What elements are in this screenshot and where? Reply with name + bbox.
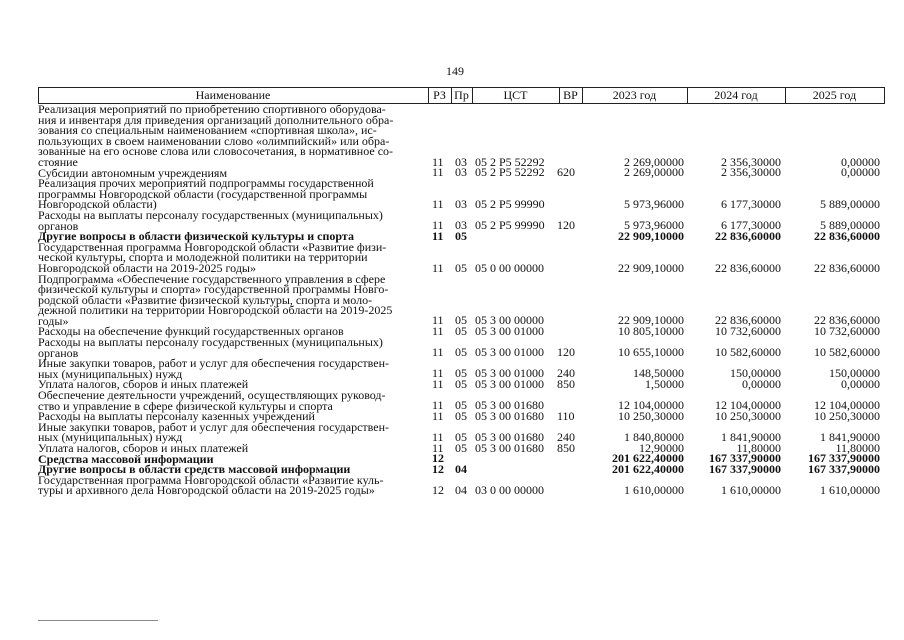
row-name: Иные закупки товаров, работ и услуг для обеспечения государствен- ных (муниципальных) нужд [38, 356, 389, 381]
cell-y2023: 1 840,80000 [624, 430, 684, 444]
cell-rz: 11 [432, 398, 444, 413]
cell-pr: 03 [455, 196, 467, 211]
cell-vr: 240 [557, 366, 575, 381]
cell-cst: 05 3 00 00000 [475, 313, 544, 328]
cell-y2023: 201 622,40000 [612, 461, 684, 476]
cell-y2025: 11,80000 [835, 440, 880, 455]
cell-y2025: 1 841,90000 [820, 430, 880, 444]
cell-y2025: 5 889,00000 [820, 196, 880, 211]
cell-rz: 11 [432, 440, 444, 455]
cell-y2024: 150,00000 [730, 366, 781, 381]
cell-y2025: 10 732,60000 [814, 324, 880, 339]
cell-cst: 05 2 Р5 99990 [475, 218, 545, 233]
cell-y2024: 1 841,90000 [721, 430, 781, 444]
cell-pr: 05 [455, 408, 467, 423]
cell-y2024: 167 337,90000 [709, 461, 781, 476]
table-row [38, 178, 884, 210]
cell-pr: 03 [455, 165, 467, 180]
cell-pr: 05 [455, 377, 467, 392]
cell-y2024: 22 836,60000 [715, 313, 781, 328]
header-divider [884, 87, 885, 104]
row-name: Уплата налогов, сборов и иных платежей [38, 377, 249, 392]
cell-y2024: 10 732,60000 [715, 324, 781, 339]
cell-y2023: 22 909,10000 [618, 313, 684, 328]
row-name: Средства массовой информации [38, 451, 214, 466]
header-2024: 2024 год [714, 88, 758, 102]
row-name: Иные закупки товаров, работ и услуг для обеспечения государствен- ных (муниципальных) нужд [38, 419, 389, 445]
cell-y2023: 2 269,00000 [624, 165, 684, 180]
row-name: Расходы на выплаты персоналу казенных учреждений [38, 409, 315, 424]
table-row [38, 419, 884, 445]
cell-cst: 03 0 00 00000 [475, 482, 544, 497]
cell-y2024: 12 104,00000 [715, 398, 781, 413]
cell-cst: 05 2 Р5 99990 [475, 196, 545, 211]
header-cst: ЦСТ [503, 88, 528, 102]
cell-y2024: 2 356,30000 [721, 165, 781, 180]
cell-rz: 11 [432, 228, 444, 243]
cell-y2025: 1 610,00000 [820, 482, 880, 497]
cell-rz: 11 [432, 218, 444, 233]
row-name: Субсидии автономным учреждениям [38, 165, 228, 180]
cell-y2024: 167 337,90000 [709, 451, 781, 466]
cell-vr: 850 [557, 377, 575, 392]
cell-rz: 11 [432, 377, 444, 392]
row-name: Уплата налогов, сборов и иных платежей [38, 441, 249, 455]
cell-y2025: 150,00000 [829, 366, 880, 381]
footer-rule [38, 620, 158, 621]
cell-y2023: 5 973,96000 [624, 218, 684, 233]
cell-cst: 05 3 00 01000 [475, 345, 544, 360]
header-2023: 2023 год [612, 88, 657, 102]
cell-y2025: 10 582,60000 [814, 345, 880, 360]
cell-cst: 05 2 Р5 52292 [475, 154, 545, 169]
cell-y2023: 2 269,00000 [624, 154, 684, 169]
cell-pr: 05 [455, 366, 467, 381]
cell-rz: 12 [432, 461, 444, 476]
cell-y2023: 148,50000 [633, 366, 684, 381]
cell-y2023: 10 655,10000 [618, 345, 684, 360]
cell-rz: 11 [432, 260, 444, 275]
cell-y2024: 6 177,30000 [721, 196, 781, 211]
cell-y2024: 11,80000 [736, 440, 781, 455]
cell-cst: 05 3 00 01000 [475, 366, 544, 381]
table-row [38, 472, 884, 498]
cell-cst: 05 3 00 01680 [475, 398, 544, 413]
row-name: Подпрограмма «Обеспечение государственного управления в сфере физической культуры и спорта» государственной программы Новго- родской области «Развитие физической культуры, спорта и моло- дежной политики на территории Новгородской области на 2019-2025 годы» [38, 271, 393, 328]
cell-vr: 120 [557, 218, 575, 233]
cell-y2023: 22 909,10000 [618, 260, 684, 275]
cell-pr: 04 [455, 461, 467, 476]
cell-pr: 05 [455, 324, 467, 339]
cell-y2023: 1,50000 [645, 377, 684, 392]
cell-y2025: 0,00000 [841, 165, 880, 180]
cell-pr: 05 [455, 313, 467, 328]
cell-cst: 05 3 00 01680 [475, 430, 544, 444]
cell-y2023: 201 622,40000 [612, 451, 684, 466]
cell-rz: 11 [432, 345, 444, 360]
row-name: Государственная программа Новгородской области «Развитие куль- туры и архивного дела Новгородской области на 2019-2025 годы» [38, 472, 384, 498]
cell-y2025: 0,00000 [841, 377, 880, 392]
cell-pr: 05 [455, 345, 467, 360]
cell-rz: 11 [432, 165, 444, 180]
cell-y2025: 0,00000 [841, 154, 880, 169]
cell-y2025: 22 836,60000 [814, 313, 880, 328]
cell-y2023: 5 973,96000 [624, 196, 684, 211]
cell-y2025: 10 250,30000 [814, 408, 880, 423]
cell-cst: 05 2 Р5 52292 [475, 165, 545, 180]
row-name: Реализация прочих мероприятий подпрограммы государственной программы Новгородской области (государственной программы Новгородской области) [38, 176, 374, 212]
cell-rz: 11 [432, 366, 444, 381]
cell-cst: 05 3 00 01000 [475, 324, 544, 339]
cell-rz: 11 [432, 408, 444, 423]
cell-pr: 03 [455, 218, 467, 233]
table-row [38, 271, 884, 328]
cell-y2023: 12 104,00000 [618, 398, 684, 413]
cell-cst: 05 3 00 01680 [475, 440, 544, 455]
cell-y2024: 6 177,30000 [721, 218, 781, 233]
header-rz: РЗ [433, 88, 446, 102]
cell-y2025: 167 337,90000 [808, 451, 880, 466]
cell-rz: 11 [432, 196, 444, 211]
header-name: Наименование [195, 88, 271, 102]
cell-vr: 120 [557, 345, 575, 360]
cell-y2024: 10 250,30000 [715, 408, 781, 423]
cell-y2023: 1 610,00000 [624, 482, 684, 497]
row-name: Расходы на выплаты персоналу государственных (муниципальных) органов [38, 335, 383, 360]
cell-y2025: 22 836,60000 [814, 228, 880, 243]
row-name: Расходы на обеспечение функций государственных органов [38, 324, 344, 339]
table-row [38, 104, 884, 168]
cell-pr: 04 [455, 482, 467, 497]
row-name: Другие вопросы в области физической культуры и спорта [38, 229, 354, 244]
cell-rz: 11 [432, 154, 444, 169]
page-number: 149 [446, 64, 464, 78]
cell-vr: 850 [557, 440, 575, 455]
budget-table-body [38, 104, 884, 496]
row-name: Расходы на выплаты персоналу государственных (муниципальных) органов [38, 207, 383, 233]
cell-y2024: 1 610,00000 [721, 482, 781, 497]
row-name: Другие вопросы в области средств массовой информации [38, 462, 351, 477]
cell-y2025: 167 337,90000 [808, 461, 880, 476]
cell-y2024: 22 836,60000 [715, 228, 781, 243]
table-row [38, 207, 884, 233]
cell-pr: 05 [455, 398, 467, 413]
cell-y2025: 12 104,00000 [814, 398, 880, 413]
cell-y2023: 22 909,10000 [618, 228, 684, 243]
row-name: Государственная программа Новгородской области «Развитие физи- ческой культуры, спорта и молодежной политики на территории Новгородской области на 2019-2025 годы» [38, 239, 387, 275]
cell-y2024: 2 356,30000 [721, 154, 781, 169]
cell-y2023: 10 250,30000 [618, 408, 684, 423]
cell-cst: 05 3 00 01680 [475, 408, 544, 423]
cell-vr: 110 [557, 408, 575, 423]
cell-pr: 03 [455, 154, 467, 169]
cell-cst: 05 3 00 01000 [475, 377, 544, 392]
row-name: Обеспечение деятельности учреждений, осуществляющих руковод- ство и управление в сфере физической культуры и спорта [38, 388, 386, 413]
cell-y2023: 10 805,10000 [618, 324, 684, 339]
cell-y2024: 22 836,60000 [715, 260, 781, 275]
cell-rz: 12 [432, 482, 444, 497]
header-pr: Пр [454, 88, 469, 102]
cell-rz: 11 [432, 324, 444, 339]
cell-y2025: 22 836,60000 [814, 260, 880, 275]
cell-vr: 620 [557, 165, 575, 180]
cell-y2023: 12,90000 [639, 440, 684, 455]
cell-rz: 11 [432, 430, 444, 444]
cell-y2025: 5 889,00000 [820, 218, 880, 233]
cell-pr: 05 [455, 440, 467, 455]
table-row [38, 239, 884, 275]
header-2025: 2025 год [812, 88, 857, 102]
cell-rz: 11 [432, 313, 444, 328]
cell-pr: 05 [455, 430, 467, 444]
header-vr: ВР [563, 88, 578, 102]
cell-y2024: 10 582,60000 [715, 345, 781, 360]
table-row [38, 337, 884, 358]
cell-rz: 12 [432, 451, 444, 466]
cell-y2024: 0,00000 [742, 377, 781, 392]
cell-pr: 05 [455, 228, 467, 243]
cell-pr: 05 [455, 260, 467, 275]
row-name: Реализация мероприятий по приобретению спортивного оборудова- ния и инвентаря для приведения организаций дополнительного обра- зования со специальным наименованием «спортивная школа», ис- пользующих в своем наименовании слово «олимпийский» или обра- зованные на его основе слова или словосочетания, в нормативное со- стояние [38, 102, 394, 169]
cell-cst: 05 0 00 00000 [475, 260, 544, 275]
cell-vr: 240 [557, 430, 575, 444]
